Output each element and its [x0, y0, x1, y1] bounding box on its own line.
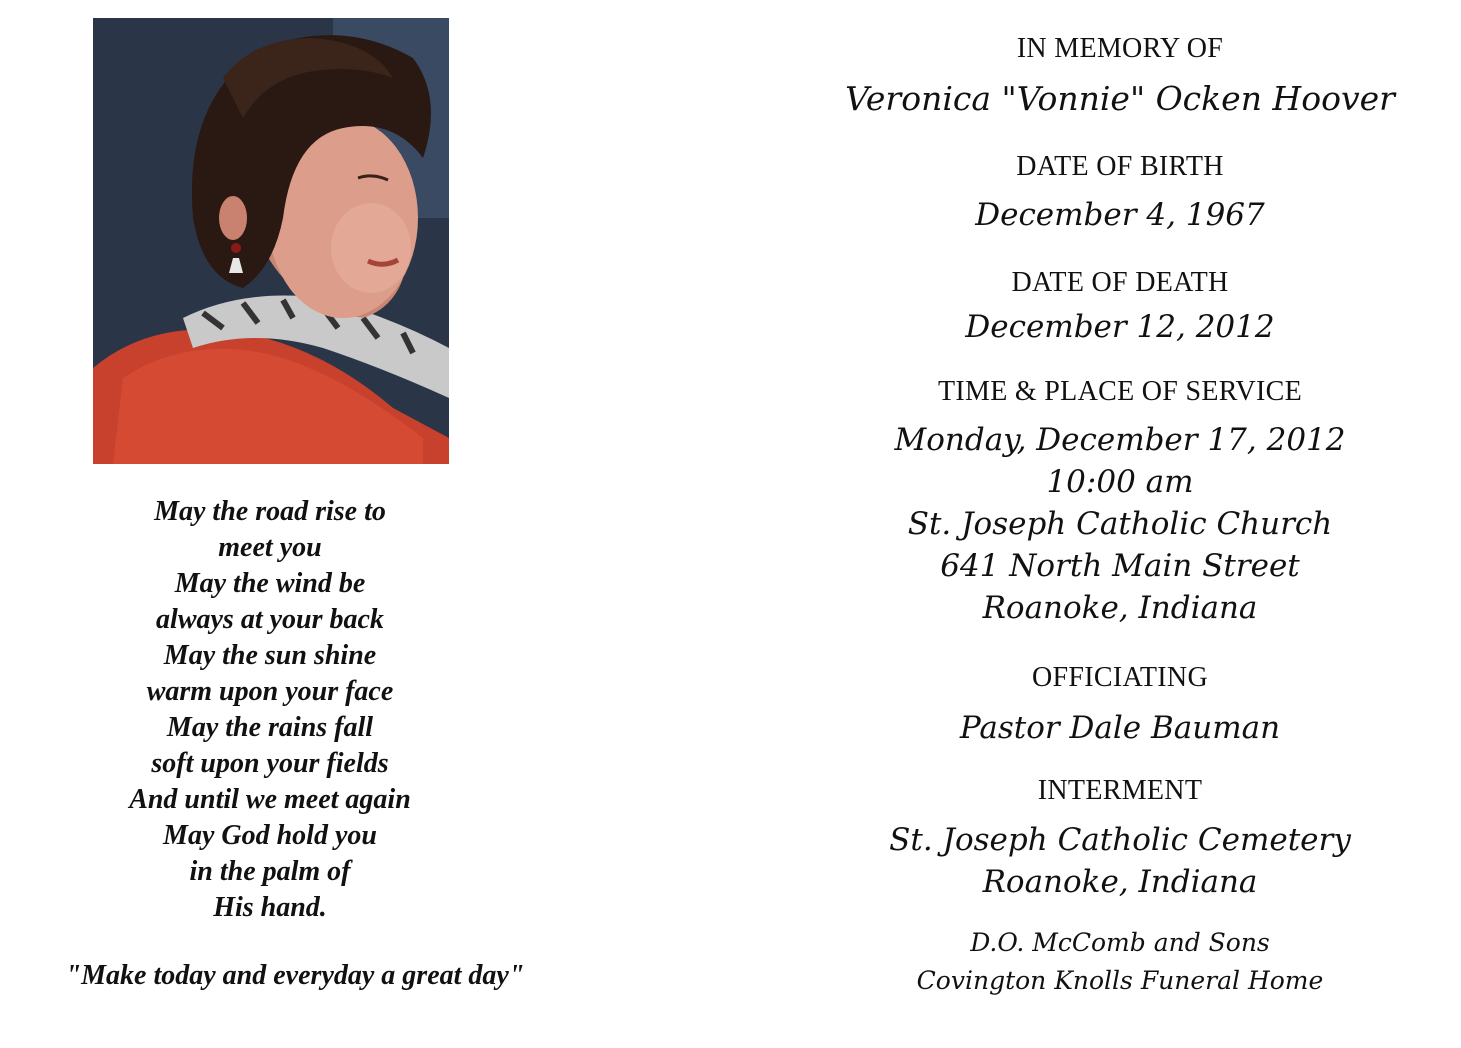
in-memory-heading: IN MEMORY OF [1016, 33, 1224, 64]
interment-heading: INTERMENT [1037, 775, 1203, 806]
funeral-home [840, 924, 1400, 1000]
poem-line: soft upon your fields [151, 748, 389, 779]
poem-line: May the sun shine [163, 640, 377, 671]
irish-blessing-poem [0, 494, 540, 926]
funeral-home-name: Covington Knolls Funeral Home [916, 966, 1324, 995]
deceased-name: Veronica "Vonnie" Ocken Hoover [845, 79, 1395, 118]
motto-quote: "Make today and everyday a great day" [65, 960, 525, 991]
officiant-name: Pastor Dale Bauman [959, 710, 1281, 746]
poem-line: warm upon your face [146, 676, 394, 707]
interment-place: St. Joseph Catholic Cemetery [889, 822, 1351, 858]
poem-line: meet you [218, 532, 322, 563]
right-panel [840, 0, 1400, 1048]
death-heading: DATE OF DEATH [1011, 267, 1229, 298]
poem-line: May God hold you [163, 820, 377, 851]
service-details [840, 419, 1400, 629]
service-day: Monday, December 17, 2012 [894, 422, 1346, 458]
interment-details [840, 819, 1400, 903]
death-date: December 12, 2012 [965, 309, 1275, 345]
poem-line: May the road rise to [154, 496, 386, 527]
service-venue: St. Joseph Catholic Church [907, 506, 1333, 542]
officiating-heading: OFFICIATING [1032, 662, 1208, 693]
poem-line: His hand. [213, 892, 327, 923]
service-city: Roanoke, Indiana [982, 590, 1258, 626]
left-panel [0, 0, 540, 1048]
birth-heading: DATE OF BIRTH [1016, 151, 1224, 182]
portrait-photo [93, 18, 449, 464]
birth-date: December 4, 1967 [975, 197, 1265, 233]
funeral-home-owner: D.O. McComb and Sons [970, 928, 1270, 957]
service-time: 10:00 am [1046, 464, 1194, 500]
service-street: 641 North Main Street [940, 548, 1300, 584]
poem-line: And until we meet again [129, 784, 411, 815]
service-heading: TIME & PLACE OF SERVICE [937, 376, 1302, 407]
poem-line: May the wind be [174, 568, 366, 599]
poem-line: always at your back [156, 604, 384, 635]
interment-city: Roanoke, Indiana [982, 864, 1258, 900]
poem-line: in the palm of [189, 856, 351, 887]
poem-line: May the rains fall [166, 712, 374, 743]
portrait-photo-icon [93, 18, 449, 464]
